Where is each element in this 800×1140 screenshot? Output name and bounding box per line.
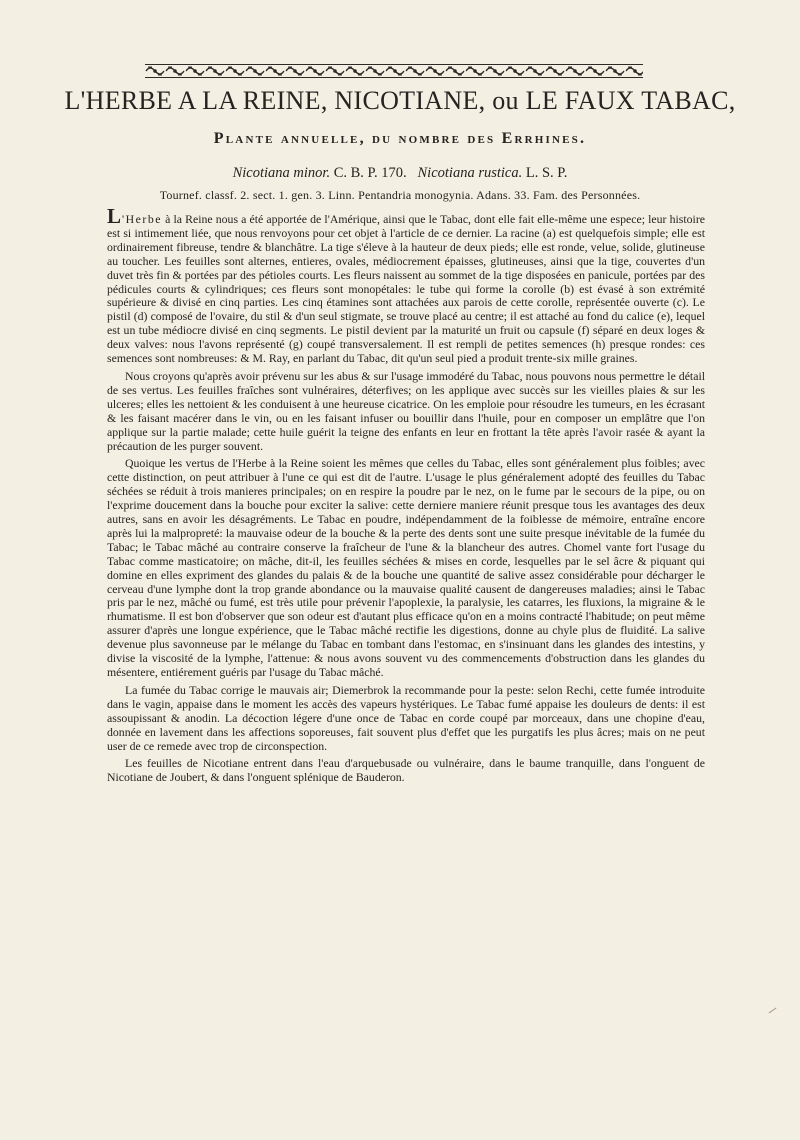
drop-cap: L [107,204,122,228]
synonym-1-name: Nicotiana minor. [232,165,331,181]
ornamental-header-band [145,64,643,78]
paragraph-description [107,204,706,366]
botanical-synonyms [0,165,800,182]
margin-mark [769,1008,777,1014]
paragraph-virtues: Nous croyons qu'après avoir prévenu sur les abus & sur l'usage immodéré du Tabac, nous pouvons nous permettre le détail de ses vertus. Les feuilles fraîches sont vulnéraires, déterfives; on les applique avec succès sur les vieilles plaies & sur les ulceres; elles les nettoient & les conduisent à une heureuse cicatrice. On les emploie pour résoudre les tumeurs, en les écrasant & les faisant macérer dans le vin, ou en les faisant infuser ou bouillir dans l'huile, pour en composer un emplâtre que l'on applique sur la partie malade; cette huile guérit la teigne des enfants en leur en frottant la tête après l'avoir rasée & ayant la précaution de les purger souvent. [107,368,705,453]
ornament-rule-top [145,64,643,65]
plant-subtitle: Plante annuelle, du nombre des Errhines. [213,130,587,147]
synonym-2-name: Nicotiana rustica. [417,165,523,181]
synonym-1-ref: C. B. P. 170. [333,165,407,181]
paragraph-smoke: La fumée du Tabac corrige le mauvais air; Diemerbrok la recommande pour la peste: selon Rechi, cette fumée introduite dans le vagin, appaise dans le moment les accès des vapeurs hystériques. Le Tabac fumé appaise les douleurs de dents: il est assoupissant & anodin. La décoction légere d'une once de Tabac en corde coupé par morceaux, dans une chopine d'eau, donnée en lavement dans les affections soporeuses, fait souvent plus d'effet que les purgatifs les plus âcres; mais on ne peut user de ce remede avec trop de circonspection. [107,682,705,753]
ornament-rule-bottom [145,77,643,78]
page-title: L'HERBE A LA REINE, NICOTIANE, ou LE FAUX TABAC, [64,86,736,115]
paragraph-usage: Quoique les vertus de l'Herbe à la Reine soient les mêmes que celles du Tabac, elles sont généralement plus foibles; avec cette distinction, on peut attribuer à l'une ce qui est dit de l'autre. L'usage le plus généralement adopté des feuilles du Tabac séchées se réduit à trois manieres principales; on en respire la poudre par le nez, on le fume par le secours de la pipe, ou on l'exprime doucement dans la bouche pour exciter la salive: cette derniere maniere réunit presque tous les avantages des deux autres, sans en avoir les désagréments. Le Tabac en poudre, indépendamment de la foiblesse de mémoire, entraîne encore après lui la malpropreté: la mauvaise odeur de la bouche & la perte des dents sont une suite presque inévitable de la fumée du Tabac; le Tabac mâché au contraire conserve la fraîcheur de l'une & la blancheur des autres. Chomel vante fort l'usage du Tabac comme masticatoire; on mâche, dit-il, les feuilles séchées & mises en corde, lesquelles par le sel âcre & piquant qui domine en elles expriment des glandes du palais & de la bouche une quantité de salive assez considérable pour décharger le cerveau d'une lymphe dont la trop grande abondance ou la mauvaise qualité causent de dangereuses maladies; ainsi le Tabac pris par le nez, mâché ou fumé, est très utile pour prévenir l'apoplexie, la paralysie, les catarres, les fluxions, la migraine & le rhumatisme. Il est bon d'observer que son odeur est d'autant plus efficace qu'on en a moins contracté l'habitude; on peut même assurer d'après une longue expérience, que le Tabac mâché rectifie les digestions, donne au chyle plus de fluidité. La salive devenue plus savonneuse par le mélange du Tabac en tombant dans l'estomac, en s'insinuant dans les glandes des intestins, y divise la viscosité de la lymphe, l'attenue: & nous avons souvent vu des commencements d'obstruction dans les glandes du mésentere, entiérement guéris par l'usage du Tabac mâché. [107,456,705,679]
paragraph-1-text: à la Reine nous a été apportée de l'Amérique, ainsi que le Tabac, dont elle fait elle-même une espece; leur histoire est si intimement liée, que nous renvoyons pour cet objet à l'article de ce dernier. La racine (a) est quelquefois simple; elle est ordinairement fibreuse, tendre & blanchâtre. La tige s'éleve à la hauteur de deux pieds; elle est ronde, velue, solide, glutineuse au toucher. Les feuilles sont alternes, entieres, ovales, médiocrement épaisses, glutineuses, ainsi que la tige, couvertes d'un duvet très fin & portées par des pétioles courts. Les fleurs naissent au sommet de la tige disposées en panicule, portées par des pédicules courts & cylindriques; ces fleurs sont monopétales: le tube qui forme la corolle (b) est évasé à son extrémité supérieure & divisé en cinq parties. Les cinq étamines sont attachées aux parois de cette corolle, représentée ouverte (c). Le pistil (d) composé de l'ovaire, du stil & d'un seul stigmate, se trouve placé au centre; il est attaché au fond du calice (e), lequel est un tube médiocre divisé en cinq segments. Le pistil devient par la maturité un fruit ou capsule (f) séparé en deux loges & deux valves: nous l'avons représenté (g) coupé transversalement. Il est rempli de petites semences (h) presque rondes: ces semences sont nombreuses: & M. Ray, en parlant du Tabac, dit qu'un seul pied a produit trente-six mille graines. [107,212,706,366]
synonym-2-ref: L. S. P. [525,165,568,181]
article-body [107,204,706,785]
ornament-pattern-icon [145,64,643,78]
paragraph-preparations: Les feuilles de Nicotiane entrent dans l'eau d'arquebusade ou vulnéraire, dans le baume tranquille, dans l'onguent de Nicotiane de Joubert, & dans l'onguent splénique de Bauderon. [107,756,705,785]
taxonomic-classification: Tournef. classf. 2. sect. 1. gen. 3. Linn. Pentandria monogynia. Adans. 33. Fam. des Personnées. [159,188,641,202]
lead-word: 'Herbe [122,212,162,226]
